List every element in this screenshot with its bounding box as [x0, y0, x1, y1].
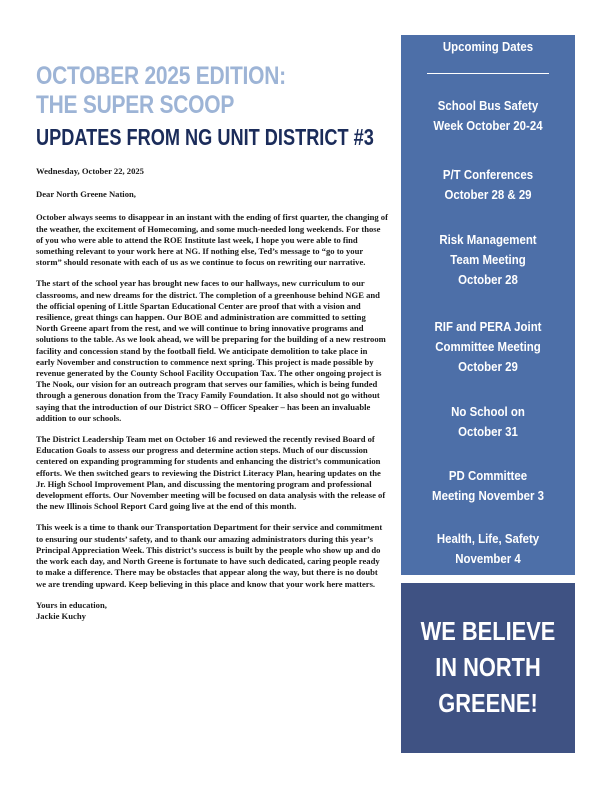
superintendent-letter	[36, 166, 388, 632]
event-risk-management: Risk Management Team Meeting October 28	[439, 232, 537, 287]
title-line-2: THE SUPER SCOOP	[36, 91, 235, 119]
event-rif-pera: RIF and PERA Joint Committee Meeting October 29	[434, 319, 542, 374]
sidebar-heading: Upcoming Dates	[442, 39, 534, 54]
event-pt-conferences: P/T Conferences October 28 & 29	[442, 167, 534, 202]
sidebar-divider	[427, 73, 549, 74]
upcoming-dates-sidebar	[401, 35, 575, 575]
letter-closing: Yours in education,	[36, 599, 107, 610]
letter-greeting: Dear North Greene Nation,	[36, 189, 136, 200]
event-bus-safety: School Bus Safety Week October 20-24	[433, 98, 543, 133]
letter-signature: Jackie Kuchy	[36, 610, 86, 621]
event-no-school: No School on October 31	[451, 404, 525, 439]
letter-paragraph: The start of the school year has brought new faces to our hallways, new curriculum to our classrooms, and new dreams for the district. The completion of a greenhouse behind NGE and the official opening of Little Spartan Educational Center are proof that with a vision and resilience, great things can happen. Our BOE and administration are committed to setting North Greene apart from the rest, and we will continue to bring innovative programs and solutions to the table. As we look ahead, we will be preparing for the building of a new restroom facility and concession stand by the football field. We anticipate demolition to take place in early November and construction to commence next spring. This project is made possible by revenue generated by the County School Facility Occupation Tax. The other ongoing project is The Nook, our vision for an outreach program that serves our families, which is being funded through a generous donation from the Tracy Family Foundation. It also should not go without saying that the introduction of our District SRO – Officer Speaker – has been an invaluable addition to our schools.	[36, 278, 386, 423]
newsletter-subtitle: UPDATES FROM NG UNIT DISTRICT #3	[36, 124, 374, 150]
letter-date: Wednesday, October 22, 2025	[36, 166, 144, 176]
event-pd-committee: PD Committee Meeting November 3	[432, 468, 544, 503]
letter-paragraph: October always seems to disappear in an instant with the ending of first quarter, the changing of the weather, the excitement of Homecoming, and some much-needed long weekends. For those of you who were able to attend the ROE Institute last week, I hope you were able to find something relevant to your work here at NG. If nothing else, Ted’s message to “go to your storm” should resonate with each of us as we continue to focus on rewriting our narrative.	[36, 212, 388, 268]
we-believe-banner	[401, 583, 575, 753]
title-line-1: OCTOBER 2025 EDITION:	[36, 62, 286, 90]
letter-paragraph: This week is a time to thank our Transportation Department for their service and commitment to ensuring our students’ safety, and to thank our amazing administrators during this year’s Principal Appreciation Week. This district’s success is built by the people who show up and do the work each day, and North Greene is fortunate to have such dedicated, caring people ready to make a difference. There may be obstacles that appear along the way, but there is no doubt we are trending upward. Keep believing in this place and know that your work here matters.	[36, 522, 383, 589]
believe-text: WE BELIEVE IN NORTH GREENE!	[420, 616, 556, 718]
letter-paragraph: The District Leadership Team met on October 16 and reviewed the recently revised Board of Education Goals to assess our progress and determine action steps. Much of our discussion centered on expanding programming for students and enhancing the district’s communication efforts. We then switched gears to reviewing the District Literacy Plan, hearing updates on the Jr. High School Improvement Plan, and discussing the mentoring program and professional development efforts. Our November meeting will be focused on data analysis with the release of the new Illinois School Report Card going live at the end of this month.	[36, 434, 386, 512]
event-health-life-safety: Health, Life, Safety November 4	[436, 531, 540, 566]
newsletter-title	[36, 62, 338, 120]
